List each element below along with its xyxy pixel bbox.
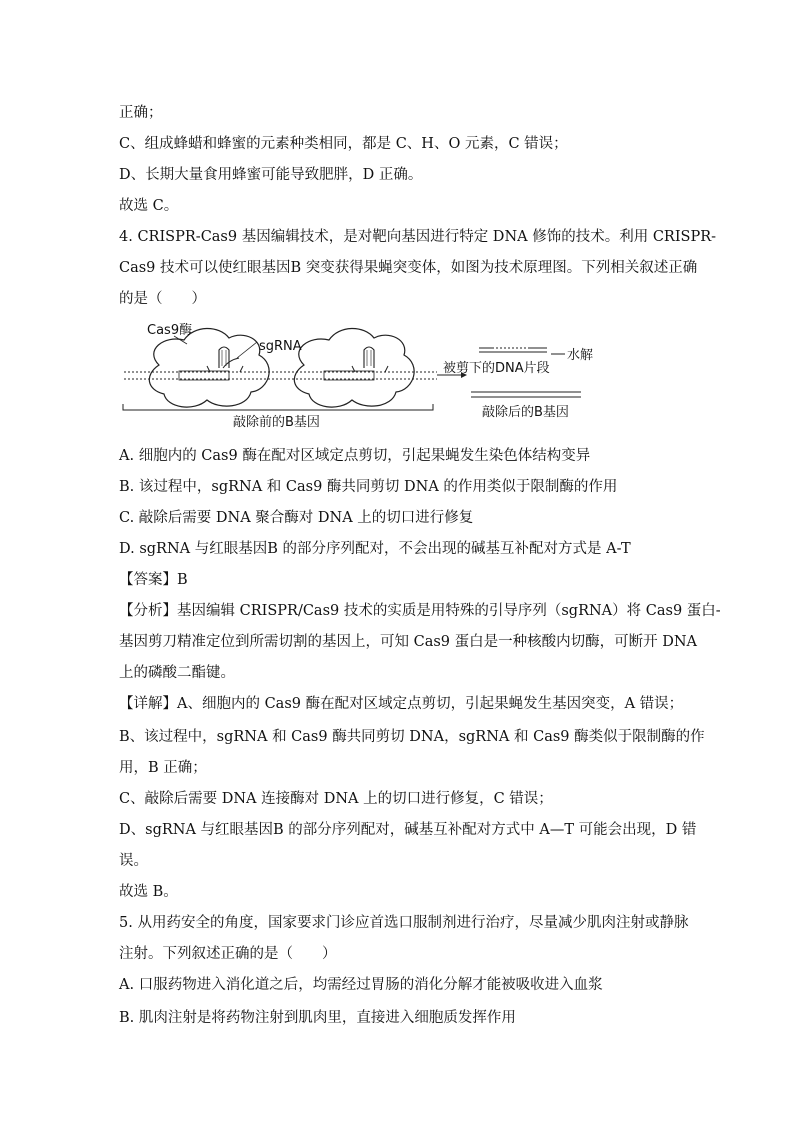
text-line: 正确；: [119, 105, 163, 121]
cut-fragment-label: 被剪下的DNA片段: [443, 361, 550, 376]
cas9-label: Cas9酶: [147, 323, 193, 338]
explanation: 【详解】A、细胞内的 Cas9 酶在配对区域定点剪切，引起果蝇发生基因突变，A 错误；: [119, 696, 684, 712]
question-4-stem: Cas9 技术可以使红眼基因B 突变获得果蝇突变体，如图为技术原理图。下列相关叙述正确: [119, 260, 698, 276]
cas9-enzyme-shape: [294, 328, 414, 407]
text-line: 故选 C。: [119, 198, 179, 214]
hydrolysis-label: 水解: [567, 348, 594, 363]
question-4-stem: 的是（ ）: [119, 291, 206, 307]
option-a: A. 口服药物进入消化道之后，均需经过胃肠的消化分解才能被吸收进入血浆: [119, 977, 603, 993]
option-c: C. 敲除后需要 DNA 聚合酶对 DNA 上的切口进行修复: [119, 510, 474, 526]
explanation: D、sgRNA 与红眼基因B 的部分序列配对，碱基互补配对方式中 A—T 可能会出现，D 错: [119, 822, 697, 838]
explanation: 误。: [119, 853, 148, 869]
question-5-stem: 注射。下列叙述正确的是（ ）: [119, 946, 337, 962]
analysis: 【分析】基因编辑 CRISPR/Cas9 技术的实质是用特殊的引导序列（sgRNA）将 Cas9 蛋白-: [119, 603, 721, 619]
option-d: D. sgRNA 与红眼基因B 的部分序列配对，不会出现的碱基互补配对方式是 A-T: [119, 541, 631, 557]
explanation: C、敲除后需要 DNA 连接酶对 DNA 上的切口进行修复，C 错误；: [119, 791, 553, 807]
conclusion: 故选 B。: [119, 884, 178, 900]
option-b: B. 肌肉注射是将药物注射到肌肉里，直接进入细胞质发挥作用: [119, 1010, 516, 1026]
option-a: A. 细胞内的 Cas9 酶在配对区域定点剪切，引起果蝇发生染色体结构变异: [119, 448, 591, 464]
explanation: B、该过程中，sgRNA 和 Cas9 酶共同剪切 DNA，sgRNA 和 Cas9 酶类似于限制酶的作: [119, 729, 705, 745]
text-line: D、长期大量食用蜂蜜可能导致肥胖，D 正确。: [119, 167, 423, 183]
explanation: 用，B 正确；: [119, 760, 207, 776]
question-5-stem: 5. 从用药安全的角度，国家要求门诊应首选口服制剂进行治疗，尽量减少肌肉注射或静脉: [119, 915, 689, 931]
analysis: 上的磷酸二酯键。: [119, 665, 235, 681]
before-gene-label: 敲除前的B基因: [233, 415, 320, 430]
analysis: 基因剪刀精准定位到所需切割的基因上，可知 Cas9 蛋白是一种核酸内切酶，可断开 DNA: [119, 634, 698, 650]
sgrna-label: sgRNA: [259, 339, 302, 354]
after-gene-label: 敲除后的B基因: [482, 405, 569, 420]
text-line: C、组成蜂蜡和蜂蜜的元素种类相同，都是 C、H、O 元素，C 错误；: [119, 136, 568, 152]
crispr-diagram: [119, 320, 599, 430]
answer: 【答案】B: [119, 572, 188, 588]
option-b: B. 该过程中，sgRNA 和 Cas9 酶共同剪切 DNA 的作用类似于限制酶的作用: [119, 479, 618, 495]
cas9-enzyme-shape: [149, 328, 269, 407]
question-4-stem: 4. CRISPR-Cas9 基因编辑技术，是对靶向基因进行特定 DNA 修饰的技术。利用 CRISPR-: [119, 229, 717, 245]
